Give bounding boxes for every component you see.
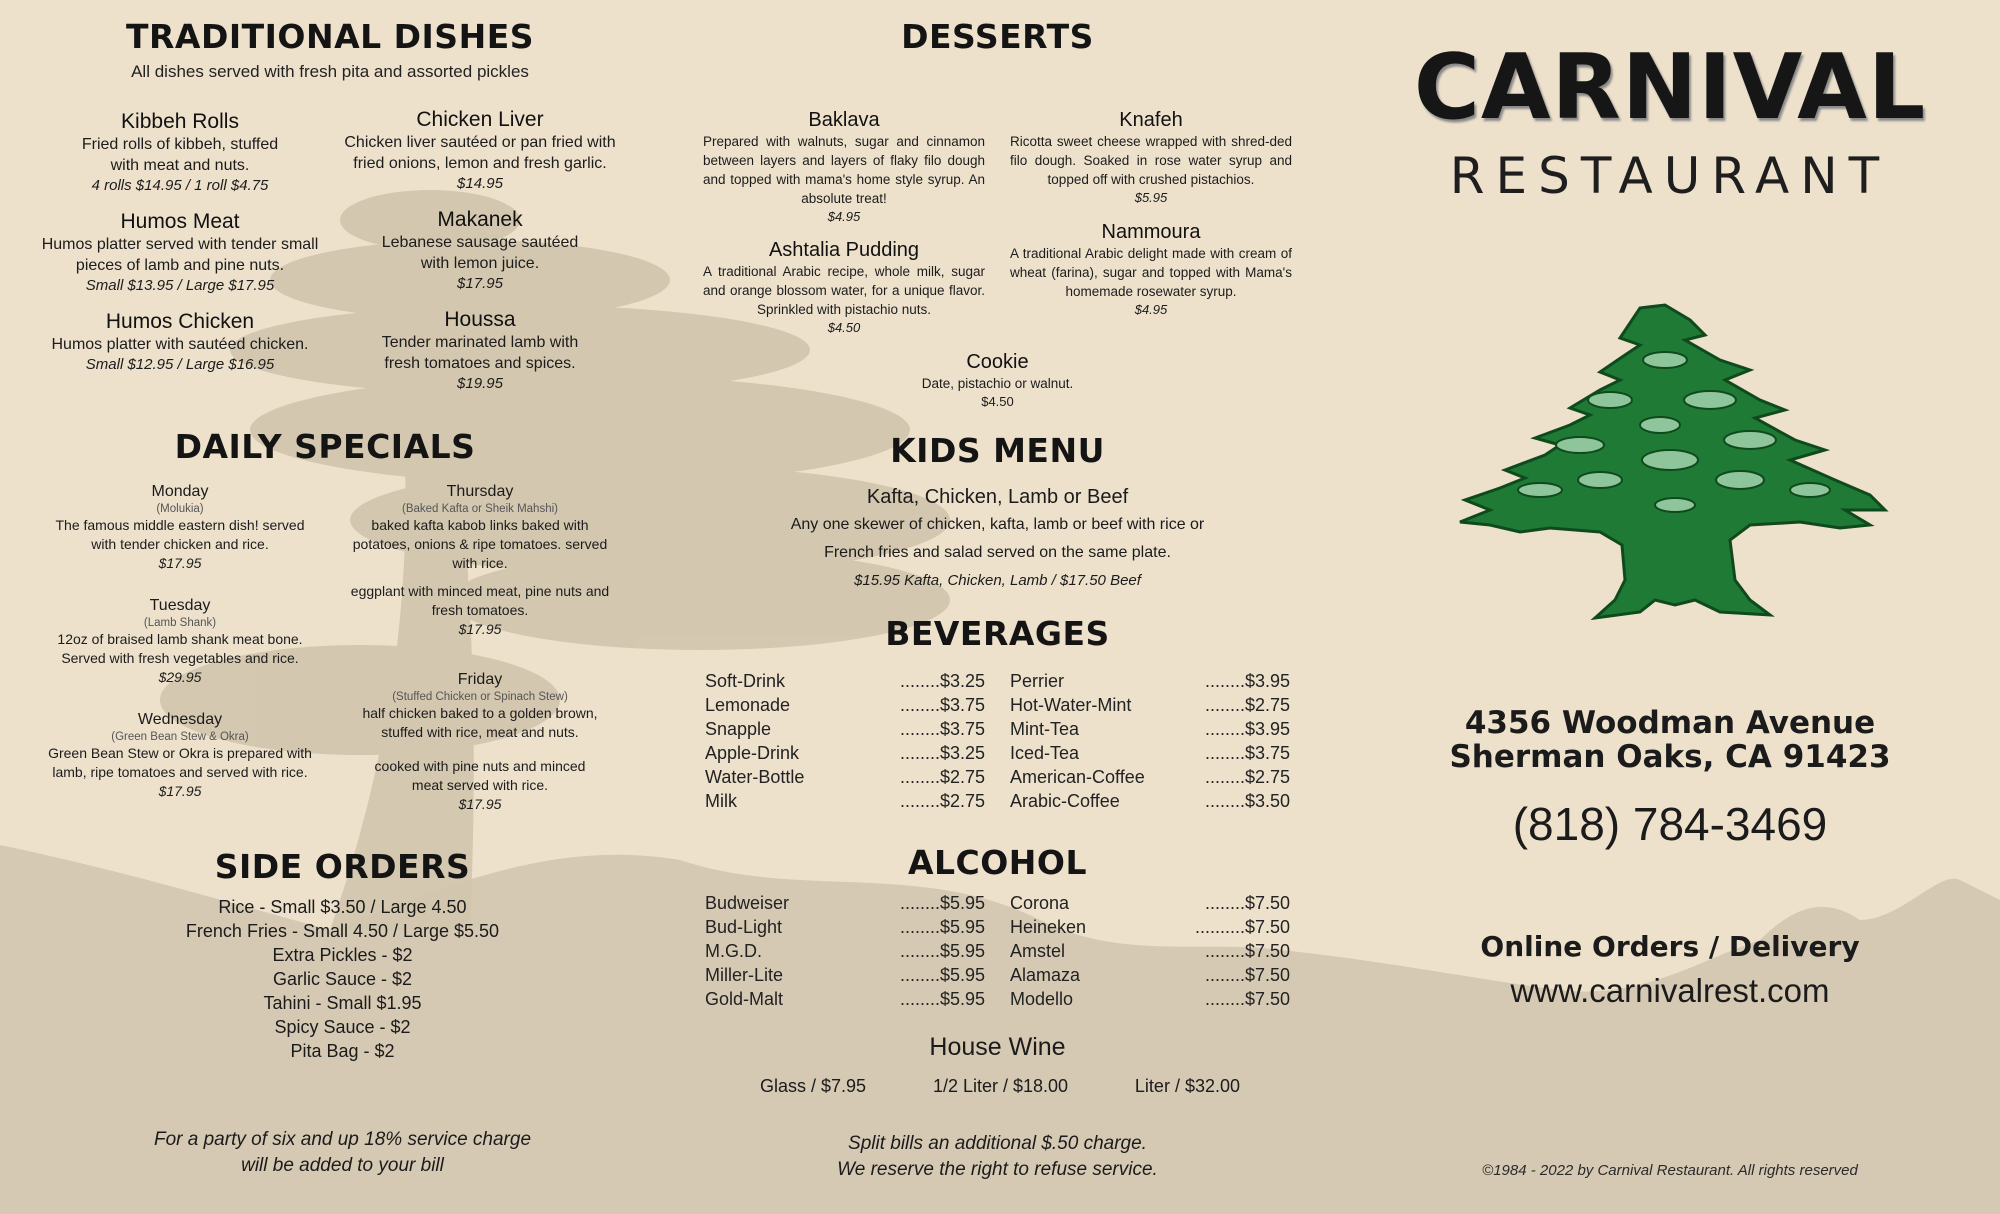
special-day: Tuesday — [149, 597, 211, 614]
house-wine-price: 1/2 Liter / $18.00 — [932, 1076, 1069, 1096]
special-description: 12oz of braised lamb shank meat bone. — [57, 631, 303, 647]
beverage-price: ........$2.75 — [899, 767, 985, 787]
dish-makanek — [330, 208, 630, 294]
alcohol-row — [1010, 987, 1290, 1011]
special-price: $17.95 — [158, 555, 202, 571]
special-wednesday — [30, 710, 330, 801]
alcohol-row — [705, 915, 985, 939]
dish-humos-chicken — [30, 310, 330, 375]
alcohol-price: ........$5.95 — [899, 989, 985, 1009]
dessert-name: Cookie — [966, 351, 1029, 373]
beverage-row — [1010, 693, 1290, 717]
dessert-description: A traditional Arabic delight made with cream of wheat (farina), sugar and topped with Mama's homemade rosewater syrup. — [1010, 246, 1292, 299]
special-note: (Molukia) — [156, 503, 204, 515]
special-price: $17.95 — [458, 621, 502, 637]
desserts-title: DESSERTS — [901, 17, 1094, 56]
special-day: Wednesday — [137, 711, 223, 728]
alcohol-price: ........$5.95 — [899, 965, 985, 985]
dessert-price: $4.50 — [827, 320, 861, 335]
side-order-item: Garlic Sauce - $2 — [272, 969, 413, 989]
house-wine-price: Liter / $32.00 — [1134, 1076, 1240, 1096]
alcohol-name: Budweiser — [705, 893, 790, 913]
dish-price: Small $13.95 / Large $17.95 — [85, 277, 275, 294]
traditional-dishes-subtitle: All dishes served with fresh pita and assorted pickles — [131, 62, 529, 81]
address-line: Sherman Oaks, CA 91423 — [1449, 739, 1891, 775]
special-price: $17.95 — [458, 796, 502, 812]
beverage-name: American-Coffee — [1010, 767, 1145, 787]
alcohol-row — [1010, 891, 1290, 915]
special-description: Served with fresh vegetables and rice. — [61, 650, 299, 666]
dish-description: Fried rolls of kibbeh, stuffed — [81, 136, 279, 153]
dessert-ashtalia-pudding — [703, 238, 985, 337]
beverage-price: ........$3.75 — [899, 719, 985, 739]
beverage-name: Perrier — [1010, 671, 1065, 691]
dish-description: Tender marinated lamb with — [381, 334, 579, 351]
beverage-price: ........$3.25 — [899, 671, 985, 691]
split-bill-note — [760, 1131, 1235, 1183]
dish-description: pieces of lamb and pine nuts. — [75, 257, 285, 274]
website-link[interactable]: www.carnivalrest.com — [1510, 972, 1830, 1009]
kids-menu-title: KIDS MENU — [890, 431, 1105, 470]
side-order-item: French Fries - Small 4.50 / Large $5.50 — [185, 921, 500, 941]
alcohol-price: ........$5.95 — [899, 917, 985, 937]
beverage-name: Apple-Drink — [705, 743, 800, 763]
dish-kibbeh-rolls — [40, 110, 320, 196]
dish-description: Humos platter served with tender small — [41, 236, 319, 253]
special-note: (Lamb Shank) — [143, 617, 217, 629]
traditional-dishes-title: TRADITIONAL DISHES — [125, 17, 534, 56]
dessert-price: $5.95 — [1134, 190, 1168, 205]
service-charge-note — [120, 1127, 565, 1179]
beverage-price: ........$2.75 — [899, 791, 985, 811]
special-description: meat served with rice. — [411, 777, 549, 793]
beverage-name: Arabic-Coffee — [1010, 791, 1120, 811]
brand-name: CARNIVAL — [1413, 35, 1927, 140]
dish-humos-meat — [30, 210, 330, 296]
daily-specials-title: DAILY SPECIALS — [174, 427, 476, 466]
special-description: lamb, ripe tomatoes and served with rice. — [52, 764, 308, 780]
copyright-notice: ©1984 - 2022 by Carnival Restaurant. All rights reserved — [1482, 1162, 1858, 1179]
brand-subtitle: RESTAURANT — [1449, 147, 1891, 205]
side-orders-list — [140, 895, 545, 1063]
beverage-name: Mint-Tea — [1010, 719, 1080, 739]
dish-price: $19.95 — [457, 375, 503, 392]
special-description: The famous middle eastern dish! served — [55, 517, 305, 533]
special-note: (Baked Kafta or Sheik Mahshi) — [402, 503, 558, 515]
beverage-name: Soft-Drink — [705, 671, 786, 691]
alcohol-price: ........$5.95 — [899, 941, 985, 961]
dessert-knafeh — [1010, 108, 1292, 207]
house-wine-price: Glass / $7.95 — [760, 1076, 867, 1096]
alcohol-row — [1010, 939, 1290, 963]
dish-name: Makanek — [437, 208, 523, 231]
dish-description: Chicken liver sautéed or pan fried with — [344, 134, 616, 151]
beverage-price: ........$2.75 — [1204, 767, 1290, 787]
dish-name: Kibbeh Rolls — [121, 110, 239, 133]
beverage-name: Hot-Water-Mint — [1010, 695, 1132, 715]
beverage-name: Lemonade — [705, 695, 791, 715]
dessert-description: Date, pistachio or walnut. — [921, 376, 1074, 391]
dish-price: $14.95 — [457, 175, 503, 192]
dessert-price: $4.50 — [981, 394, 1014, 409]
alcohol-row — [705, 891, 985, 915]
alcohol-price: ........$7.50 — [1204, 893, 1290, 913]
special-note: (Stuffed Chicken or Spinach Stew) — [392, 691, 568, 703]
dish-description: Humos platter with sautéed chicken. — [51, 336, 309, 353]
dessert-baklava — [703, 108, 985, 226]
beverage-row — [705, 789, 985, 813]
cedar-tree-logo — [1450, 300, 1890, 620]
special-description: baked kafta kabob links baked with — [371, 517, 589, 533]
beverage-price: ........$2.75 — [1204, 695, 1290, 715]
dish-price: $17.95 — [457, 275, 503, 292]
phone-number: (818) 784-3469 — [1512, 798, 1828, 850]
beverage-name: Snapple — [705, 719, 772, 739]
beverages-right-column — [1010, 669, 1290, 813]
alcohol-name: Corona — [1010, 893, 1070, 913]
beverage-price: ........$3.75 — [1204, 743, 1290, 763]
special-description: with tender chicken and rice. — [91, 536, 269, 552]
kids-menu-description: Any one skewer of chicken, kafta, lamb or beef with rice or — [790, 516, 1205, 533]
note-line: Split bills an additional $.50 charge. — [848, 1133, 1147, 1154]
special-description: potatoes, onions & ripe tomatoes. served — [352, 536, 608, 552]
beverage-price: ........$3.75 — [899, 695, 985, 715]
beverage-price: ........$3.95 — [1204, 719, 1290, 739]
dish-houssa — [330, 308, 630, 394]
special-monday — [40, 482, 320, 573]
dessert-description: A traditional Arabic recipe, whole milk, sugar and orange blossom water, for a unique flavor. Sprinkled with pistachio nuts. — [703, 264, 985, 317]
beverage-price: ........$3.50 — [1204, 791, 1290, 811]
kids-menu-price: $15.95 Kafta, Chicken, Lamb / $17.50 Beef — [854, 572, 1141, 589]
alcohol-name: Bud-Light — [705, 917, 783, 937]
special-day: Thursday — [446, 483, 514, 500]
alcohol-right-column — [1010, 891, 1290, 1011]
kids-menu-name: Kafta, Chicken, Lamb or Beef — [866, 486, 1129, 508]
kids-menu-description: French fries and salad served on the same plate. — [824, 544, 1171, 561]
beverage-row — [705, 741, 985, 765]
note-line: For a party of six and up 18% service charge — [153, 1129, 532, 1150]
note-line: will be added to your bill — [241, 1155, 444, 1176]
dish-description: Lebanese sausage sautéed — [381, 234, 579, 251]
alcohol-row — [705, 987, 985, 1011]
alcohol-price: ........$7.50 — [1204, 965, 1290, 985]
note-line: We reserve the right to refuse service. — [837, 1159, 1158, 1180]
side-order-item: Spicy Sauce - $2 — [274, 1017, 411, 1037]
alcohol-row — [1010, 915, 1290, 939]
dish-description: fried onions, lemon and fresh garlic. — [353, 155, 607, 172]
alcohol-name: Amstel — [1010, 941, 1066, 961]
dessert-description: Prepared with walnuts, sugar and cinnamon between layers and layers of flaky filo dough and topped with mama's home style syrup. An absolute treat! — [703, 134, 985, 206]
dish-description: with meat and nuts. — [110, 157, 250, 174]
beverage-name: Water-Bottle — [705, 767, 805, 787]
alcohol-title: ALCOHOL — [907, 843, 1088, 882]
dessert-name: Knafeh — [1119, 109, 1183, 131]
special-friday — [340, 670, 620, 814]
dish-chicken-liver — [330, 108, 630, 194]
dish-name: Houssa — [444, 308, 516, 331]
beverage-name: Milk — [705, 791, 737, 811]
special-day: Monday — [151, 483, 209, 500]
beverage-row — [705, 717, 985, 741]
beverage-row — [1010, 717, 1290, 741]
beverage-price: ........$3.95 — [1204, 671, 1290, 691]
dish-description: fresh tomatoes and spices. — [384, 355, 576, 372]
alcohol-price: ........$5.95 — [899, 893, 985, 913]
beverage-row — [1010, 789, 1290, 813]
alcohol-left-column — [705, 891, 985, 1011]
dessert-price: $4.95 — [1134, 302, 1168, 317]
alcohol-name: Miller-Lite — [705, 965, 784, 985]
dish-name: Chicken Liver — [416, 108, 544, 131]
alcohol-row — [705, 963, 985, 987]
alcohol-price: ..........$7.50 — [1194, 917, 1290, 937]
side-order-item: Pita Bag - $2 — [290, 1041, 395, 1061]
alcohol-row — [1010, 963, 1290, 987]
dessert-nammoura — [1010, 220, 1292, 319]
side-order-item: Extra Pickles - $2 — [272, 945, 413, 965]
dessert-price: $4.95 — [827, 209, 861, 224]
side-orders-title: SIDE ORDERS — [214, 847, 471, 886]
dessert-cookie — [870, 350, 1125, 411]
kids-menu-item — [700, 483, 1295, 595]
beverages-title: BEVERAGES — [885, 614, 1110, 653]
special-description: stuffed with rice, meat and nuts. — [381, 724, 579, 740]
special-description: with rice. — [452, 555, 508, 571]
dish-price: 4 rolls $14.95 / 1 roll $4.75 — [91, 177, 269, 194]
beverage-row — [705, 765, 985, 789]
dessert-name: Ashtalia Pudding — [768, 239, 920, 261]
special-note: (Green Bean Stew & Okra) — [111, 731, 249, 743]
alcohol-row — [705, 939, 985, 963]
alcohol-name: M.G.D. — [705, 941, 762, 961]
dish-description: with lemon juice. — [420, 255, 540, 272]
beverage-row — [705, 669, 985, 693]
special-thursday — [340, 482, 620, 639]
dish-price: Small $12.95 / Large $16.95 — [85, 356, 275, 373]
dish-name: Humos Chicken — [105, 310, 255, 333]
special-description: eggplant with minced meat, pine nuts and — [350, 583, 610, 599]
special-description: fresh tomatoes. — [431, 602, 529, 618]
side-order-item: Tahini - Small $1.95 — [263, 993, 422, 1013]
house-wine-prices — [760, 1076, 1240, 1097]
dessert-name: Baklava — [808, 109, 880, 131]
beverage-name: Iced-Tea — [1010, 743, 1080, 763]
dessert-name: Nammoura — [1101, 221, 1201, 243]
alcohol-name: Gold-Malt — [705, 989, 784, 1009]
dessert-description: Ricotta sweet cheese wrapped with shred-ded filo dough. Soaked in rose water syrup and topped off with crushed pistachios. — [1010, 134, 1292, 187]
special-description: Green Bean Stew or Okra is prepared with — [48, 745, 312, 761]
beverage-row — [1010, 669, 1290, 693]
alcohol-name: Heineken — [1010, 917, 1087, 937]
beverage-price: ........$3.25 — [899, 743, 985, 763]
special-tuesday — [40, 596, 320, 687]
special-price: $29.95 — [158, 669, 202, 685]
beverages-left-column — [705, 669, 985, 813]
dish-name: Humos Meat — [120, 210, 240, 233]
side-order-item: Rice - Small $3.50 / Large 4.50 — [218, 897, 467, 917]
special-day: Friday — [457, 671, 503, 688]
beverage-row — [705, 693, 985, 717]
special-price: $17.95 — [158, 783, 202, 799]
alcohol-price: ........$7.50 — [1204, 989, 1290, 1009]
alcohol-name: Alamaza — [1010, 965, 1081, 985]
beverage-row — [1010, 765, 1290, 789]
online-orders-label: Online Orders / Delivery — [1480, 930, 1860, 963]
address-line: 4356 Woodman Avenue — [1464, 705, 1876, 741]
house-wine-title: House Wine — [929, 1033, 1066, 1061]
beverage-row — [1010, 741, 1290, 765]
address-block — [1390, 706, 1950, 774]
special-description: cooked with pine nuts and minced — [374, 758, 586, 774]
special-description: half chicken baked to a golden brown, — [362, 705, 598, 721]
alcohol-price: ........$7.50 — [1204, 941, 1290, 961]
alcohol-name: Modello — [1010, 989, 1074, 1009]
